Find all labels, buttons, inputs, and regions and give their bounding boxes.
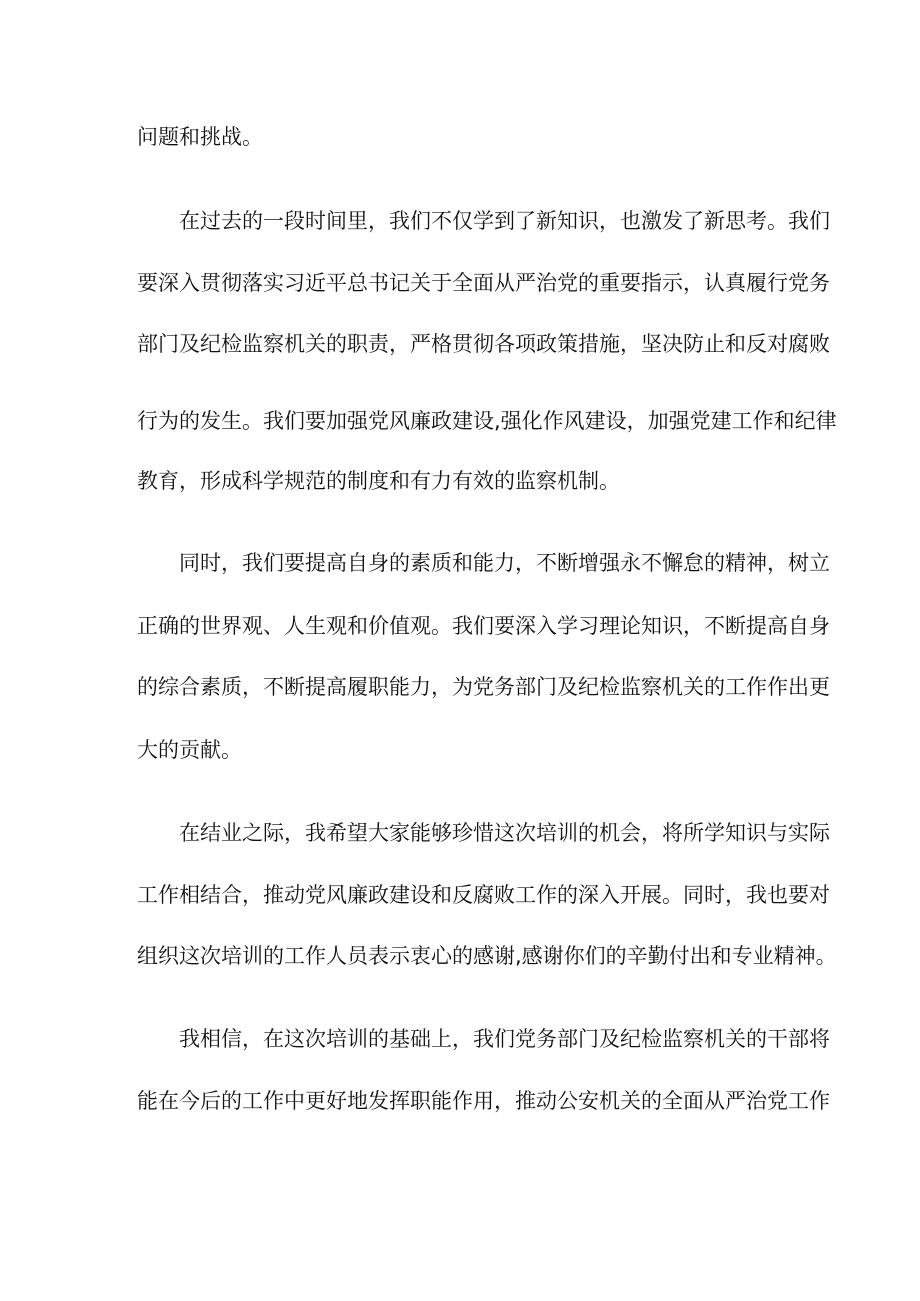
paragraph-first-line: 同时，我们要提高自身的素质和能力，不断增强永不懈怠的精神，树立 — [179, 551, 830, 575]
paragraph-line: 组织这次培训的工作人员表示衷心的感谢,感谢你们的辛勤付出和专业精神。 — [137, 944, 837, 968]
paragraph-line: 问题和挑战。 — [137, 125, 263, 149]
paragraph-line: 正确的世界观、人生观和价值观。我们要深入学习理论知识，不断提高自身 — [137, 614, 830, 638]
paragraph-line: 的综合素质，不断提高履职能力，为党务部门及纪检监察机关的工作作出更 — [137, 675, 830, 699]
paragraph-line: 大的贡献。 — [137, 738, 242, 762]
paragraph-first-line: 我相信，在这次培训的基础上，我们党务部门及纪检监察机关的干部将 — [179, 1027, 830, 1051]
paragraph-first-line: 在结业之际，我希望大家能够珍惜这次培训的机会，将所学知识与实际 — [179, 821, 830, 845]
paragraph-line: 教育，形成科学规范的制度和有力有效的监察机制。 — [137, 469, 620, 493]
paragraph-first-line: 在过去的一段时间里，我们不仅学到了新知识，也激发了新思考。我们 — [179, 209, 830, 233]
paragraph-line: 工作相结合，推动党风廉政建设和反腐败工作的深入开展。同时，我也要对 — [137, 883, 830, 907]
paragraph-line: 能在今后的工作中更好地发挥职能作用，推动公安机关的全面从严治党工作 — [137, 1089, 830, 1113]
paragraph-line: 行为的发生。我们要加强党风廉政建设,强化作风建设，加强党建工作和纪律 — [137, 409, 837, 433]
paragraph-line: 要深入贯彻落实习近平总书记关于全面从严治党的重要指示，认真履行党务 — [137, 271, 830, 295]
paragraph-line: 部门及纪检监察机关的职责，严格贯彻各项政策措施，坚决防止和反对腐败 — [137, 332, 830, 356]
